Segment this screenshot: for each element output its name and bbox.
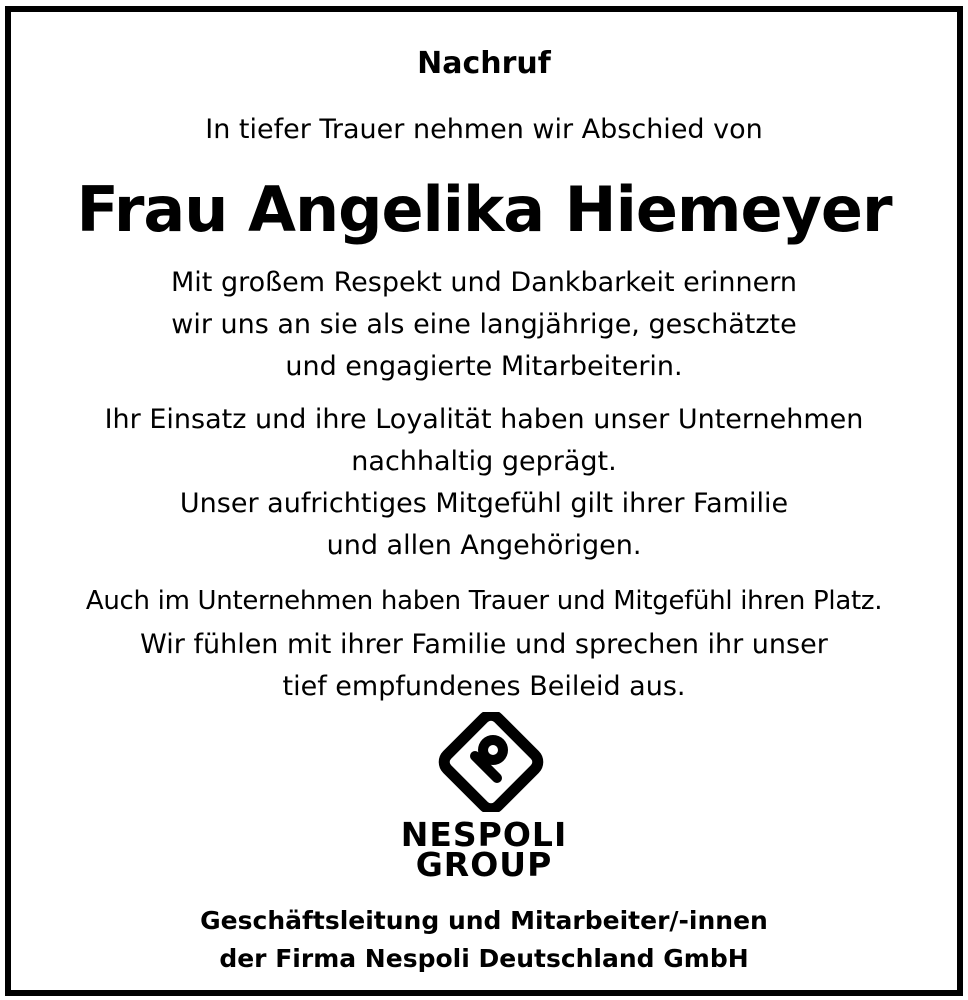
company-logo [11, 712, 957, 892]
notice-intro: In tiefer Trauer nehmen wir Abschied von [205, 114, 763, 145]
text-line: tief empfundenes Beileid aus. [282, 671, 686, 702]
paragraph-respect [11, 262, 957, 388]
obituary-notice [5, 6, 963, 996]
signature-line: Geschäftsleitung und Mitarbeiter/-innen [200, 906, 768, 935]
text-line: Wir fühlen mit ihrer Familie und sprechen ihr unser [140, 629, 828, 660]
text-line: Unser aufrichtiges Mitgefühl gilt ihrer Familie [179, 488, 789, 519]
paragraph-commitment [11, 399, 957, 567]
logo-line: GROUP [415, 845, 553, 884]
text-line: und engagierte Mitarbeiterin. [285, 351, 683, 382]
paragraph-company [11, 580, 957, 622]
text-line: Auch im Unternehmen haben Trauer und Mitgefühl ihren Platz. [85, 586, 883, 616]
text-line: und allen Angehörigen. [326, 530, 642, 561]
notice-content [11, 12, 957, 990]
deceased-name: Frau Angelika Hiemeyer [76, 173, 892, 246]
logo-wordmark [11, 815, 957, 884]
signature-line: der Firma Nespoli Deutschland GmbH [219, 944, 749, 973]
text-line: wir uns an sie als eine langjährige, geschätzte [171, 309, 797, 340]
notice-heading: Nachruf [417, 46, 551, 81]
text-line: Mit großem Respekt und Dankbarkeit erinnern [171, 267, 797, 298]
nespoli-logo-icon [431, 712, 551, 812]
text-line: Ihr Einsatz und ihre Loyalität haben unser Unternehmen [104, 404, 864, 435]
paragraph-condolence [11, 624, 957, 708]
logo-line: NESPOLI [400, 815, 568, 854]
notice-signature [11, 902, 957, 978]
text-line: nachhaltig geprägt. [351, 446, 617, 477]
